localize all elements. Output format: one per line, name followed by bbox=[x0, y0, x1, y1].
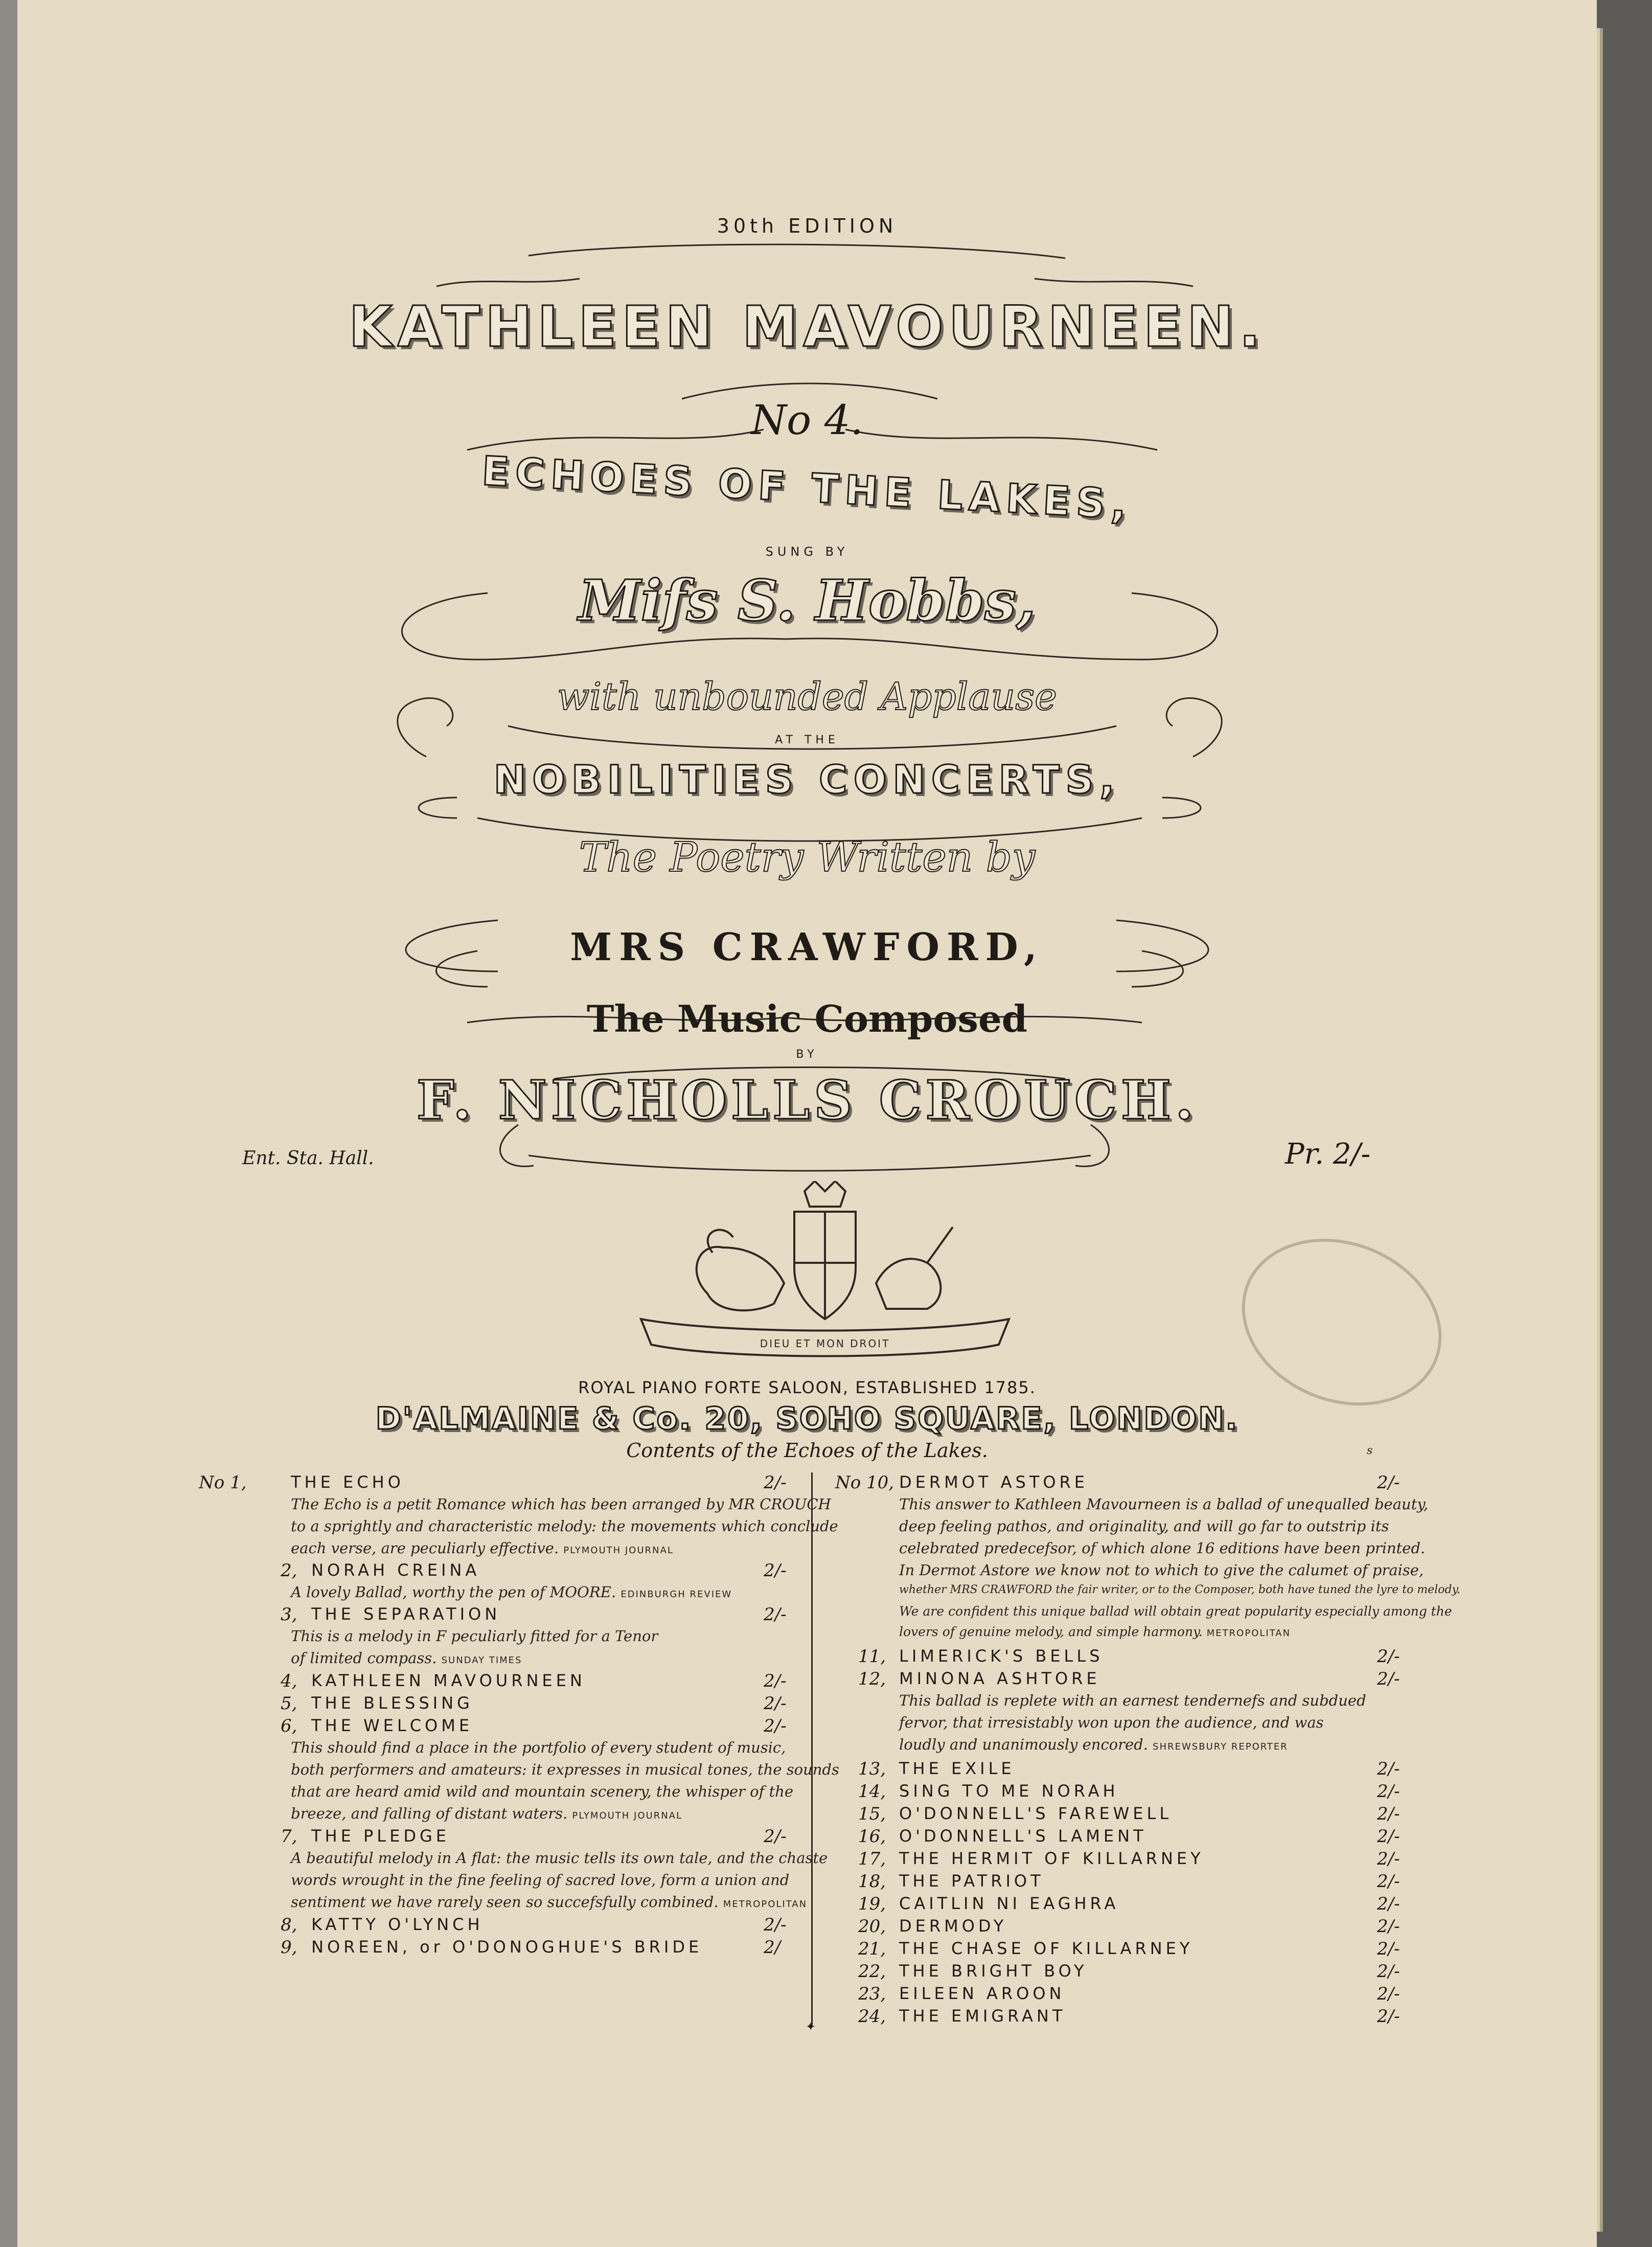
item-price: 2/ bbox=[764, 1937, 781, 1958]
item-title: KATTY O'LYNCH bbox=[311, 1915, 484, 1934]
item-number: 24, bbox=[858, 2006, 886, 2027]
item-number: 2, bbox=[281, 1560, 297, 1581]
item-number: 9, bbox=[281, 1937, 297, 1958]
item-number: 6, bbox=[281, 1716, 297, 1736]
publisher-line1: ROYAL PIANO FORTE SALOON, ESTABLISHED 1785. bbox=[578, 1378, 1036, 1397]
item-12-desc-line3: loudly and unanimously encored. SHREWSBURY REPORTER bbox=[899, 1736, 1288, 1753]
item-title: DERMODY bbox=[899, 1916, 1007, 1936]
item-price: 2/- bbox=[1377, 1759, 1400, 1779]
singer-name: Mifs S. Hobbs, bbox=[578, 568, 1036, 633]
item-title: THE EMIGRANT bbox=[899, 2006, 1066, 2026]
item-title: O'DONNELL'S FAREWELL bbox=[899, 1804, 1173, 1823]
item-number: 4, bbox=[281, 1671, 297, 1691]
item-price: 2/- bbox=[764, 1693, 787, 1714]
item-1-desc-line1: The Echo is a petit Romance which has been arranged by MR CROUCH bbox=[291, 1495, 831, 1513]
edition-label: 30th EDITION bbox=[717, 215, 898, 237]
item-number: 18, bbox=[858, 1871, 886, 1892]
item-title: THE BRIGHT BOY bbox=[899, 1961, 1088, 1981]
item-number: 12, bbox=[858, 1669, 886, 1689]
sung-by-label: SUNG BY bbox=[765, 544, 849, 559]
item-number: No 10, bbox=[835, 1472, 894, 1493]
item-12-desc-line1: This ballad is replete with an earnest tendernefs and subdued bbox=[899, 1692, 1366, 1709]
item-1-desc-line2: to a sprightly and characteristic melody: the movements which conclude bbox=[291, 1517, 838, 1535]
item-price: 2/- bbox=[1377, 1961, 1400, 1982]
item-price: 2/- bbox=[1377, 1804, 1400, 1824]
item-price: 2/- bbox=[1377, 1669, 1400, 1689]
item-title: THE BLESSING bbox=[311, 1693, 473, 1713]
item-price: 2/- bbox=[1377, 1984, 1400, 2004]
item-title: THE PATRIOT bbox=[899, 1871, 1044, 1891]
item-title: THE HERMIT OF KILLARNEY bbox=[899, 1849, 1204, 1868]
column-divider bbox=[811, 1472, 813, 2025]
item-number: No 1, bbox=[199, 1472, 247, 1493]
item-title: O'DONNELL'S LAMENT bbox=[899, 1826, 1147, 1846]
music-composed: The Music Composed bbox=[586, 997, 1028, 1040]
item-title: NOREEN, or O'DONOGHUE'S BRIDE bbox=[311, 1937, 703, 1957]
series-title: ECHOES OF THE LAKES, bbox=[480, 448, 1134, 529]
item-number: 22, bbox=[858, 1961, 886, 1982]
item-title: THE CHASE OF KILLARNEY bbox=[899, 1939, 1194, 1958]
shilling-mark: s bbox=[1367, 1444, 1373, 1457]
price-label: Pr. 2/- bbox=[1285, 1138, 1371, 1171]
item-3-desc-line2: of limited compass. SUNDAY TIMES bbox=[291, 1649, 522, 1667]
royal-coat-of-arms-image bbox=[621, 1181, 1029, 1365]
scan-background-strip bbox=[0, 0, 17, 2247]
entry-note: Ent. Sta. Hall. bbox=[242, 1148, 374, 1169]
item-price: 2/- bbox=[1377, 1826, 1400, 1847]
item-title: THE EXILE bbox=[899, 1759, 1015, 1778]
item-10-desc-line3: celebrated predecefsor, of which alone 16 editions have been printed. bbox=[899, 1539, 1426, 1557]
item-price: 2/- bbox=[764, 1604, 787, 1625]
item-number: 19, bbox=[858, 1894, 886, 1914]
item-number: 8, bbox=[281, 1915, 297, 1935]
publisher-line2: D'ALMAINE & Co. 20, SOHO SQUARE, LONDON. bbox=[375, 1401, 1239, 1437]
contents-heading: Contents of the Echoes of the Lakes. bbox=[626, 1439, 988, 1462]
item-price: 2/- bbox=[1377, 1894, 1400, 1914]
item-12-desc-line2: fervor, that irresistably won upon the audience, and was bbox=[899, 1714, 1324, 1731]
poetry-written-by: The Poetry Written by bbox=[579, 833, 1036, 881]
item-title: KATHLEEN MAVOURNEEN bbox=[311, 1671, 586, 1690]
sheet-music-cover bbox=[17, 0, 1597, 2247]
divider-ornament: ✦ bbox=[806, 2019, 816, 2034]
item-number: 14, bbox=[858, 1781, 886, 1802]
item-price: 2/- bbox=[764, 1671, 787, 1691]
poet-name: MRS CRAWFORD, bbox=[570, 925, 1044, 969]
item-10-desc-line1: This answer to Kathleen Mavourneen is a ballad of unequalled beauty, bbox=[899, 1495, 1429, 1513]
item-2-desc-line1: A lovely Ballad, worthy the pen of MOORE. EDINBURGH REVIEW bbox=[291, 1583, 732, 1601]
item-title: CAITLIN NI EAGHRA bbox=[899, 1894, 1119, 1913]
item-price: 2/- bbox=[764, 1716, 787, 1736]
item-10-desc-line6: We are confident this unique ballad will obtain great popularity especially among the bbox=[899, 1604, 1452, 1619]
item-price: 2/- bbox=[1377, 2006, 1400, 2027]
applause-line: with unbounded Applause bbox=[557, 675, 1057, 719]
item-price: 2/- bbox=[1377, 1871, 1400, 1892]
item-title: THE PLEDGE bbox=[311, 1826, 450, 1846]
venue-name: NOBILITIES CONCERTS, bbox=[493, 757, 1121, 802]
item-title: THE ECHO bbox=[291, 1472, 404, 1492]
item-price: 2/- bbox=[1377, 1781, 1400, 1802]
item-title: SING TO ME NORAH bbox=[899, 1781, 1119, 1801]
item-title: MINONA ASHTORE bbox=[899, 1669, 1100, 1688]
item-10-desc-line2: deep feeling pathos, and originality, and will go far to outstrip its bbox=[899, 1517, 1389, 1535]
item-price: 2/- bbox=[764, 1472, 787, 1493]
item-price: 2/- bbox=[1377, 1849, 1400, 1869]
item-price: 2/- bbox=[1377, 1646, 1400, 1667]
item-title: EILEEN AROON bbox=[899, 1984, 1065, 2003]
item-number: 11, bbox=[858, 1646, 886, 1667]
item-1-desc-line3: each verse, are peculiarly effective. PLYMOUTH JOURNAL bbox=[291, 1539, 674, 1557]
item-number: 13, bbox=[858, 1759, 886, 1779]
item-title: DERMOT ASTORE bbox=[899, 1472, 1088, 1492]
item-price: 2/- bbox=[1377, 1472, 1400, 1493]
item-number: 5, bbox=[281, 1693, 297, 1714]
at-the-label: AT THE bbox=[775, 734, 839, 746]
number-label: No 4. bbox=[751, 396, 863, 444]
item-7-desc-line1: A beautiful melody in A flat: the music tells its own tale, and the chaste bbox=[291, 1849, 828, 1867]
item-6-desc-line1: This should find a place in the portfolio of every student of music, bbox=[291, 1739, 786, 1756]
item-number: 17, bbox=[858, 1849, 886, 1869]
item-7-desc-line3: sentiment we have rarely seen so succefsfully combined. METROPOLITAN bbox=[291, 1893, 808, 1911]
item-title: THE SEPARATION bbox=[311, 1604, 501, 1624]
item-6-desc-line4: breeze, and falling of distant waters. PLYMOUTH JOURNAL bbox=[291, 1805, 682, 1822]
item-price: 2/- bbox=[1377, 1939, 1400, 1959]
composer-name: F. NICHOLLS CROUCH. bbox=[416, 1069, 1198, 1131]
item-10-desc-line7: lovers of genuine melody, and simple harmony. METROPOLITAN bbox=[899, 1624, 1291, 1639]
by-label: BY bbox=[796, 1048, 818, 1061]
item-number: 23, bbox=[858, 1984, 886, 2004]
item-number: 20, bbox=[858, 1916, 886, 1937]
item-title: LIMERICK'S BELLS bbox=[899, 1646, 1104, 1666]
item-6-desc-line2: both performers and amateurs: it expresses in musical tones, the sounds bbox=[291, 1761, 839, 1778]
song-title: KATHLEEN MAVOURNEEN. bbox=[349, 294, 1266, 359]
item-7-desc-line2: words wrought in the fine feeling of sacred love, form a union and bbox=[291, 1871, 790, 1889]
item-number: 16, bbox=[858, 1826, 886, 1847]
item-price: 2/- bbox=[764, 1826, 787, 1847]
item-number: 21, bbox=[858, 1939, 886, 1959]
item-10-desc-line4: In Dermot Astore we know not to which to give the calumet of praise, bbox=[899, 1561, 1424, 1579]
item-price: 2/- bbox=[764, 1560, 787, 1581]
item-price: 2/- bbox=[764, 1915, 787, 1935]
item-price: 2/- bbox=[1377, 1916, 1400, 1937]
item-title: THE WELCOME bbox=[311, 1716, 473, 1735]
item-6-desc-line3: that are heard amid wild and mountain scenery, the whisper of the bbox=[291, 1783, 794, 1800]
item-10-desc-line5: whether MRS CRAWFORD the fair writer, or to the Composer, both have tuned the lyre to melody. bbox=[899, 1583, 1461, 1596]
item-3-desc-line1: This is a melody in F peculiarly fitted for a Tenor bbox=[291, 1627, 658, 1645]
crest-motto: DIEU ET MON DROIT bbox=[760, 1337, 890, 1350]
item-number: 15, bbox=[858, 1804, 886, 1824]
item-number: 7, bbox=[281, 1826, 297, 1847]
item-number: 3, bbox=[281, 1604, 297, 1625]
item-title: NORAH CREINA bbox=[311, 1560, 480, 1580]
